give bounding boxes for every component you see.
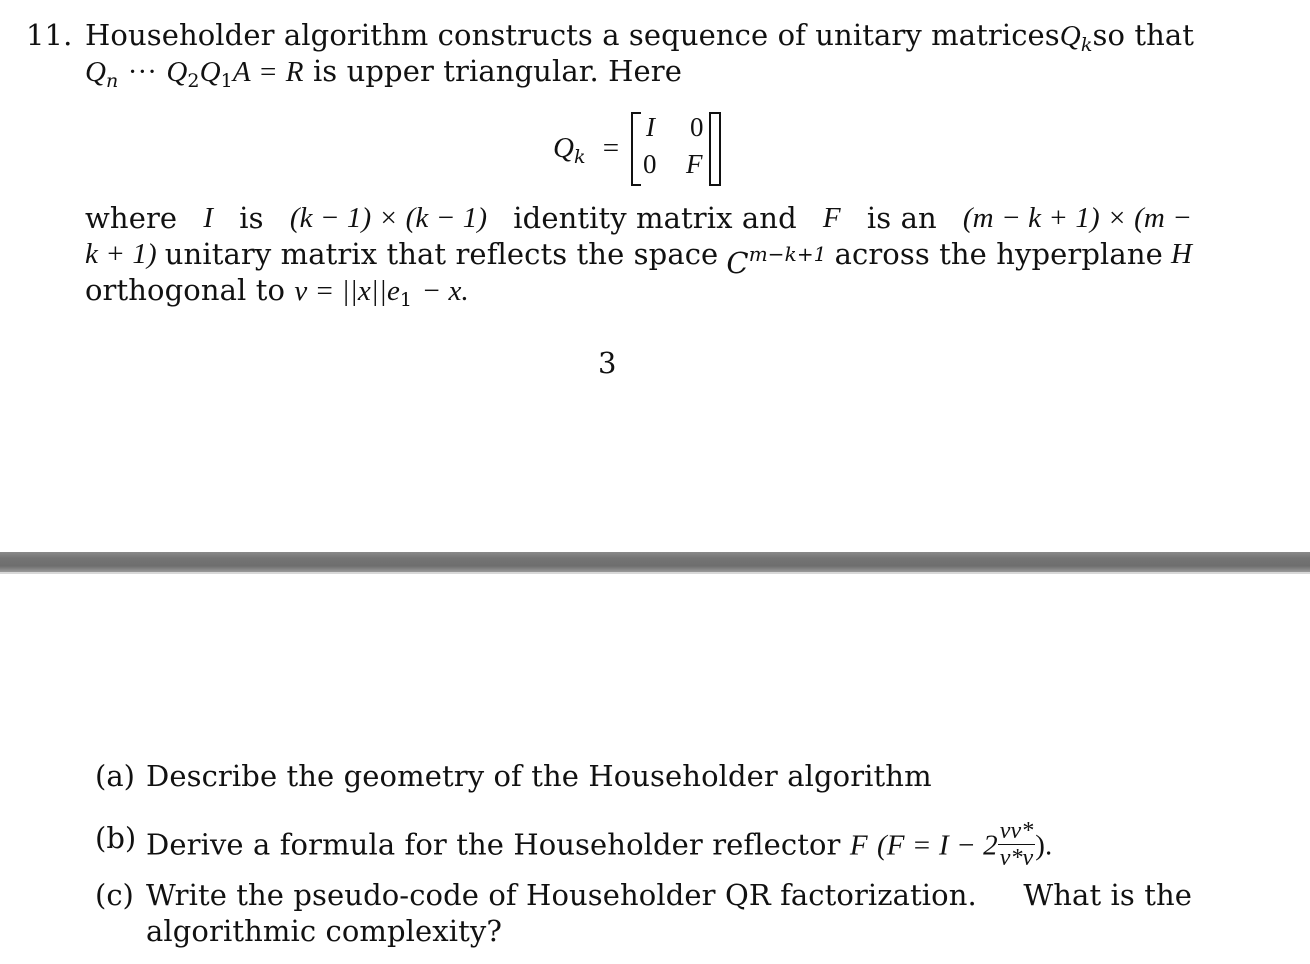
para-line-1: where I is (k − 1) × (k − 1) identity matrix and F is an (m − k + 1) × (m −	[85, 201, 1192, 235]
problem-line-1	[26, 17, 72, 53]
page-number: 3	[598, 346, 617, 380]
matrix-left-bracket	[631, 112, 641, 186]
page-top: 11. Householder algorithm constructs a sequence of unitary matrices $Q_k$ so that $Q_n$ ··· $Q_2Q_1A = R$ is upper triangular. Here $Q_k$ = I 0 0 F where I is (k − 1) × (k − 1) identity matrix and F is an (m − k + 1) × (m − k + 1) unitary matrix that reflects the space $C^{m-k+1}$ across the hyperplane H orthogonal to $v = ||x||e_1 - x$. 3	[0, 0, 1310, 552]
problem-number: 11.	[26, 18, 73, 52]
matrix-right-bracket	[709, 112, 721, 186]
part-a-text: Describe the geometry of the Householder algorithm	[146, 759, 932, 793]
matrix-cell-identity: I	[646, 112, 655, 142]
matrix-cell-zero-top: 0	[690, 112, 704, 142]
page-bottom	[0, 574, 1310, 964]
matrix-cell-f: F	[686, 149, 703, 179]
householder-fraction: $\frac{vv*}{v*v}$	[999, 818, 1034, 871]
part-c-text: Write the pseudo-code of Householder QR factorization. What is the	[146, 878, 1192, 912]
part-b-label: (b)	[95, 821, 137, 855]
part-b-text: Derive a formula for the Householder reflector F (F = I − 2 $\frac{vv*}{v*v}$ ).	[146, 818, 1053, 871]
matrix-cell-zero-bottom: 0	[643, 149, 657, 179]
para-line-3: orthogonal to $v = ||x||e_1 - x$.	[85, 273, 469, 311]
part-a-label: (a)	[95, 759, 135, 793]
part-c-text-line-2: algorithmic complexity?	[146, 914, 503, 948]
page-separator	[0, 552, 1310, 574]
para-line-2: k + 1) unitary matrix that reflects the space $C^{m-k+1}$ across the hyperplane H	[85, 237, 1192, 280]
problem-line-2: $Q_n$ ··· $Q_2Q_1A = R$ is upper triangular. Here	[85, 54, 683, 92]
problem-line-1-text: Householder algorithm constructs a sequence of unitary matrices $Q_k$ so that	[85, 18, 1195, 56]
part-c-label: (c)	[95, 878, 134, 912]
